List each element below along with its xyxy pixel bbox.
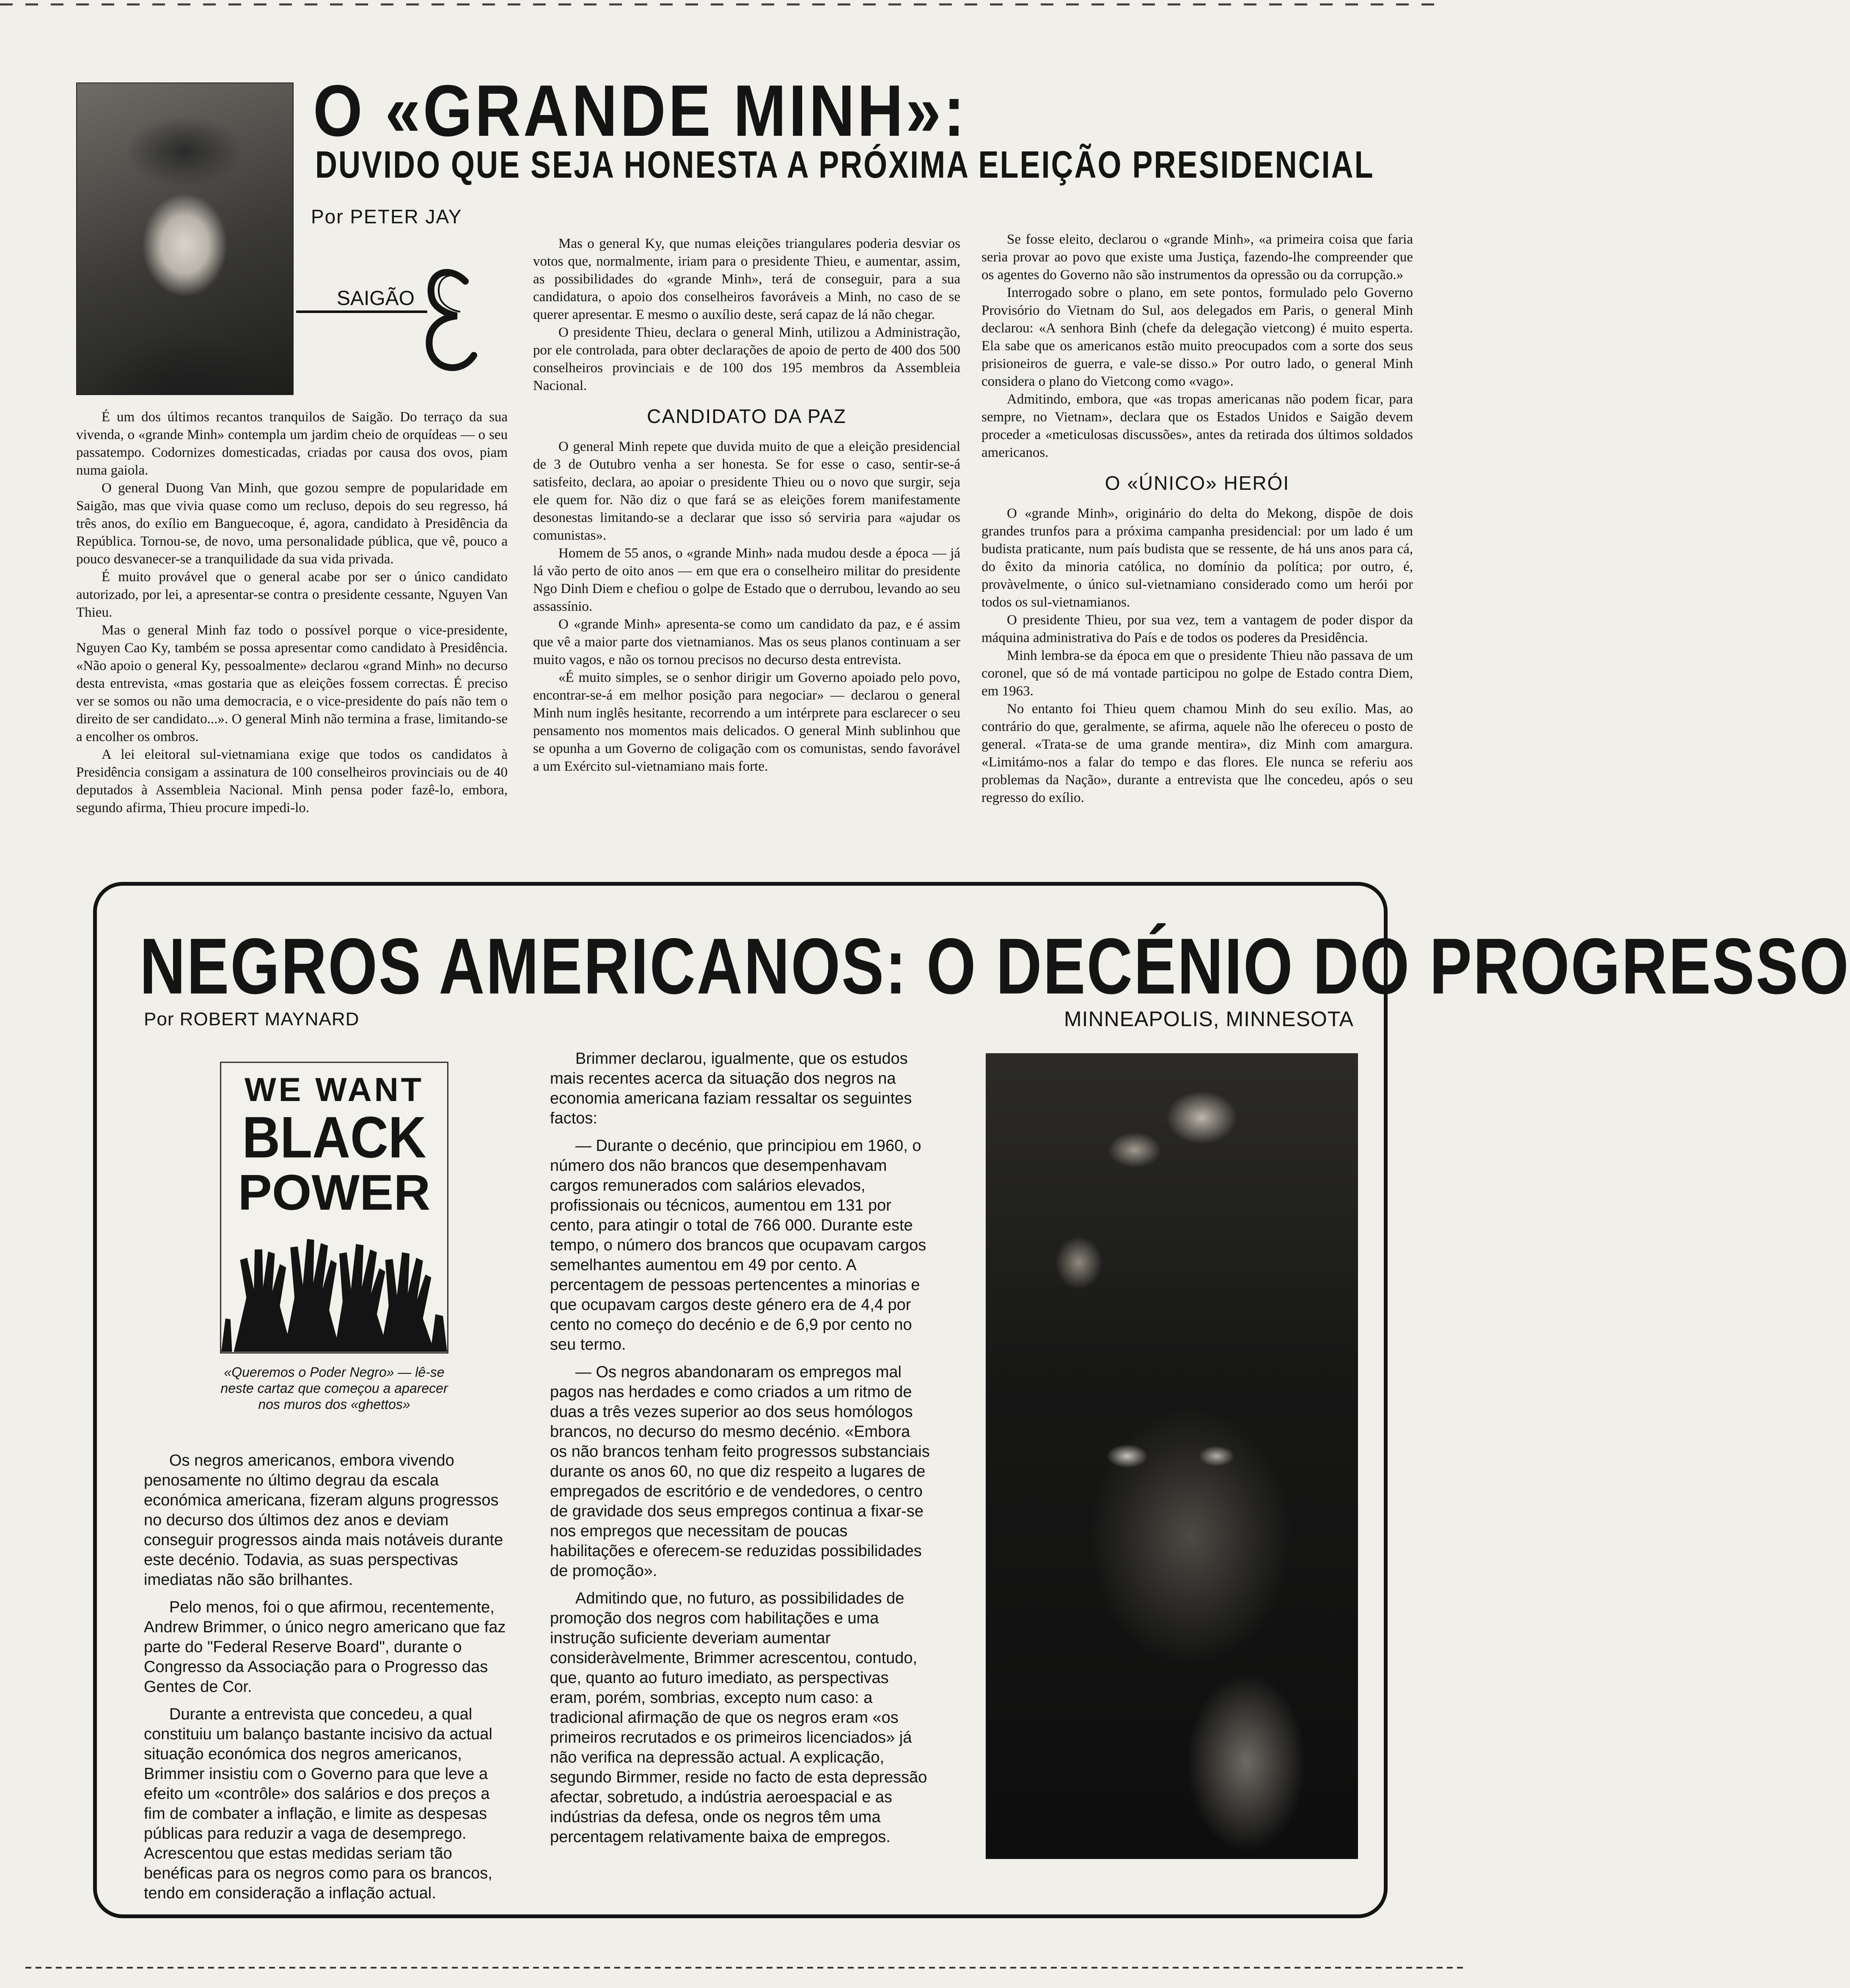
article1-subtitle: DUVIDO QUE SEJA HONESTA A PRÓXIMA ELEIÇÃO PRESIDENCIAL xyxy=(315,144,1374,186)
paragraph: Durante a entrevista que concedeu, a qual constituiu um balanço bastante incisivo da actual situação económica dos negros americanos, Brimmer insistiu com o Governo para que leve a efeito um «contrôle» dos salários e dos preços a fim de combater a inflação, e limite as despesas públicas para reduzir a vaga de desemprego. Acrescentou que estas medidas seriam tão benéficas para os negros como para os brancos, tendo em consideração a inflação actual. xyxy=(144,1705,492,1902)
paragraph: O general Duong Van Minh, que gozou sempre de popularidade em Saigão, mas que vivia quase como um recluso, depois do seu regresso, há três anos, do exílio em Banguecoque, é, agora, candidato à Presidência da República. Tornou-se, de novo, uma personalidade pública, que vê, pouco a pouco desvanecer-se a tranquilidade da sua vida privada. xyxy=(76,481,508,567)
paragraph: Homem de 55 anos, o «grande Minh» nada mudou desde a época — já lá vão perto de oito anos — em que era o conselheiro militar do presidente Ngo Dinh Diem e chefiou o golpe de Estado que o derrubou, levando ao seu assassínio. xyxy=(533,546,960,614)
paragraph: A lei eleitoral sul-vietnamiana exige que todos os candidatos à Presidência consigam a assinatura de 100 conselheiros provinciais ou de 40 deputados à Assembleia Nacional. Minh pensa poder fazê-lo, embora, segundo afirma, Thieu procure impedi-lo. xyxy=(76,747,508,816)
paragraph: — Os negros abandonaram os empregos mal pagos nas herdades e como criados a um ritmo de duas a três vezes superior ao dos seus homólogos brancos, no decurso do mesmo decénio. «Embora os não brancos tenham feito progressos substanciais durante os anos 60, no que diz respeito a lugares de empregados de escritório e de vendedores, o centro de gravidade dos seus empregos continua a fixar-se nos empregos que necessitam de poucas habilitações e oferecem-se reduzidas possibilidades de promoção». xyxy=(550,1363,930,1580)
article2-column-1 xyxy=(144,1451,512,1911)
paragraph: No entanto foi Thieu quem chamou Minh do seu exílio. Mas, ao contrário do que, geralmente, se afirma, aquele não lhe ofereceu o posto de general. «Trata-se de uma grande mentira», diz Minh com amargura. «Limitámo-nos a falar do tempo e das flores. Ele nunca se referiu aos problemas da Nação», durante a entrevista que lhe concedeu, após o seu regresso do exílio. xyxy=(981,701,1413,805)
paragraph: Se fosse eleito, declarou o «grande Minh», «a primeira coisa que faria seria provar ao povo que existe uma Justiça, fazendo-lhe compreender que os agentes do Governo não são instrumentos da opressão ou da corrupção.» xyxy=(981,232,1413,283)
photo-general-minh xyxy=(76,82,294,395)
paragraph: É um dos últimos recantos tranquilos de Saigão. Do terraço da sua vivenda, o «grande Minh» contempla um jardim cheio de orquídeas — o seu passatempo. Codornizes domesticadas, criadas por causa dos ovos, piam numa gaiola. xyxy=(76,409,508,478)
paragraph: Os negros americanos, embora vivendo penosamente no último degrau da escala económica americana, fizeram alguns progressos no decurso dos últimos dez anos e deviam conseguir progressos ainda mais notáveis durante este decénio. Todavia, as suas perspectivas imediatas não são brilhantes. xyxy=(144,1452,503,1589)
article2-dateline: MINNEAPOLIS, MINNESOTA xyxy=(1064,1007,1354,1031)
paragraph: Brimmer declarou, igualmente, que os estudos mais recentes acerca da situação dos negros na economia americana faziam ressaltar os seguintes factos: xyxy=(550,1050,912,1127)
article2-column-2 xyxy=(550,1049,931,1855)
poster-line-1: WE WANT xyxy=(245,1070,424,1108)
paragraph: O «grande Minh» apresenta-se como um candidato da paz, e é assim que vê a maior parte dos vietnamianos. Mas os seus planos continuam a ser muito vagos, e não os tornou precisos no decurso desta entrevista. xyxy=(533,617,960,667)
paragraph: Admitindo, embora, que «as tropas americanas não podem ficar, para sempre, no Vietnam», declara que os Estados Unidos e Saigão devem proceder a «meticulosas discussões», antes da retirada dos últimos soldados americanos. xyxy=(981,392,1413,460)
decorative-initial-e xyxy=(423,264,482,374)
paragraph: É muito provável que o general acabe por ser o único candidato autorizado, por lei, a apresentar-se contra o presidente cessante, Nguyen Van Thieu. xyxy=(76,569,508,620)
subheading-candidato-da-paz: CANDIDATO DA PAZ xyxy=(647,405,847,427)
paragraph: Mas o general Ky, que numas eleições triangulares poderia desviar os votos que, normalmente, iriam para o presidente Thieu, e aumentar, assim, as possibilidades do «grande Minh», terá de conseguir, para a sua candidatura, o apoio dos conselheiros favoráveis a Minh, no caso de se querer apresentar. E mesmo o auxílio deste, será capaz de lá não chegar. xyxy=(533,236,960,322)
footer-rule xyxy=(25,1967,1464,1969)
article1-title: O «GRANDE MINH»: xyxy=(313,69,968,151)
paragraph: O presidente Thieu, declara o general Minh, utilizou a Administração, por ele controlada, para obter declarações de apoio de perto de 400 dos 500 conselheiros provinciais e de 100 dos 195 membros da Assembleia Nacional. xyxy=(533,325,960,393)
paragraph: Interrogado sobre o plano, em sete pontos, formulado pelo Governo Provisório do Vietnam do Sul, aos delegados em Paris, o general Minh declarou: «A senhora Binh (chefe da delegação vietcong) é muito esperta. Ela sabe que os americanos estão muito preocupados com a sorte dos seus prisioneiros de guerra, e vale-se disso.» Por outro lado, o general Minh considera o plano do Vietcong como «vago». xyxy=(981,285,1413,389)
paragraph: O «grande Minh», originário do delta do Mekong, dispõe de dois grandes trunfos para a próxima campanha presidencial: por um lado é um budista praticante, num país budista que se ressente, de há uns anos para cá, do êxito da minoria católica, no domínio da política; por outro, é, provàvelmente, o único sul-vietnamiano considerado como um herói por todos os sul-vietnamianos. xyxy=(981,506,1413,610)
poster-line-2: BLACK xyxy=(242,1105,426,1170)
poster-line-3: POWER xyxy=(238,1164,431,1221)
poster-caption: «Queremos o Poder Negro» — lê-se neste cartaz que começou a aparecer nos muros dos «ghettos» xyxy=(220,1365,448,1412)
dateline-text: SAIGÃO xyxy=(336,287,415,310)
photo-man-face xyxy=(986,1053,1358,1859)
article1-column-3 xyxy=(981,231,1413,807)
paragraph: Admitindo que, no futuro, as possibilidades de promoção dos negros com habilitações e uma instrução suficiente deveriam aumentar consideràvelmente, Brimmer acrescentou, contudo, que, quanto ao futuro imediato, as perspectivas eram, porém, sombrias, excepto num caso: a tradicional afirmação de que os negros eram «os primeiros recrutados e os primeiros licenciados» já não verifica na depressão actual. A explicação, segundo Birmmer, reside no facto de esta depressão afectar, sobretudo, a indústria aeroespacial e as indústrias da defesa, onde os negros têm uma percentagem relativamente baixa de empregos. xyxy=(550,1590,927,1846)
poster-black-power xyxy=(220,1062,448,1354)
paragraph: O presidente Thieu, por sua vez, tem a vantagem de poder dispor da máquina administrativa do País e de todos os poderes da Presidência. xyxy=(981,612,1413,645)
subheading-unico-heroi: O «ÚNICO» HERÓI xyxy=(1105,472,1290,494)
paragraph: Mas o general Minh faz todo o possível porque o vice-presidente, Nguyen Cao Ky, também se possa apresentar como candidato à Presidência. «Não apoio o general Ky, pessoalmente» declarou «grand Minh» no decurso desta entrevista, «mas gostaria que as eleições fossem correctas. É preciso ver se somos ou não uma democracia, e o vice-presidente do país não tem o direito de ser candidato...». O general Minh não termina a frase, limitando-se a encolher os ombros. xyxy=(76,623,508,744)
article1-column-1 xyxy=(76,408,508,817)
dateline-rule xyxy=(296,310,427,313)
article1-column-2 xyxy=(533,235,960,775)
article1-byline: Por PETER JAY xyxy=(311,206,462,228)
paragraph: O general Minh repete que duvida muito de que a eleição presidencial de 3 de Outubro venha a ser honesta. Se for esse o caso, sentir-se-á satisfeito, declara, ao apoiar o presidente Thieu ou o novo que surgir, seja ele quem for. Não diz o que fará se as eleições forem manifestamente desonestas limitando-se a declarar que isso só serviria para «ajudar os comunistas». xyxy=(533,439,960,543)
paragraph: — Durante o decénio, que principiou em 1960, o número dos não brancos que desempenhavam cargos remunerados com salários elevados, profissionais ou técnicos, aumentou em 131 por cento, para atingir o total de 766 000. Durante este tempo, o número dos brancos que ocupavam cargos semelhantes aumentou em 49 por cento. A percentagem de pessoas pertencentes a minorias e que ocupavam cargos deste género era de 4,4 por cento no começo do decénio e de 6,9 por cento no seu termo. xyxy=(550,1137,926,1354)
article2-byline: Por ROBERT MAYNARD xyxy=(144,1009,360,1030)
paragraph: Minh lembra-se da época em que o presidente Thieu não passava de um coronel, que só de má vontade participou no golpe de Estado contra Diem, em 1963. xyxy=(981,648,1413,699)
top-rule xyxy=(0,3,1438,5)
paragraph: Pelo menos, foi o que afirmou, recentemente, Andrew Brimmer, o único negro americano que faz parte do "Federal Reserve Board", durante o Congresso da Associação para o Progresso das Gentes de Cor. xyxy=(144,1598,506,1696)
paragraph: «É muito simples, se o senhor dirigir um Governo apoiado pelo povo, encontrar-se-á em melhor posição para negociar» — declarou o general Minh num inglês hesitante, recorrendo a um intérprete para esclarecer o seu pensamento nos momentos mais delicados. O general Minh sublinhou que se opunha a um Governo de coligação com os comunistas, sendo favorável a um Exército sul-vietnamiano mais forte. xyxy=(533,670,960,774)
article2-title: NEGROS AMERICANOS: O DECÉNIO DO PROGRESSO xyxy=(140,921,1850,1010)
article1-dateline xyxy=(296,279,427,313)
